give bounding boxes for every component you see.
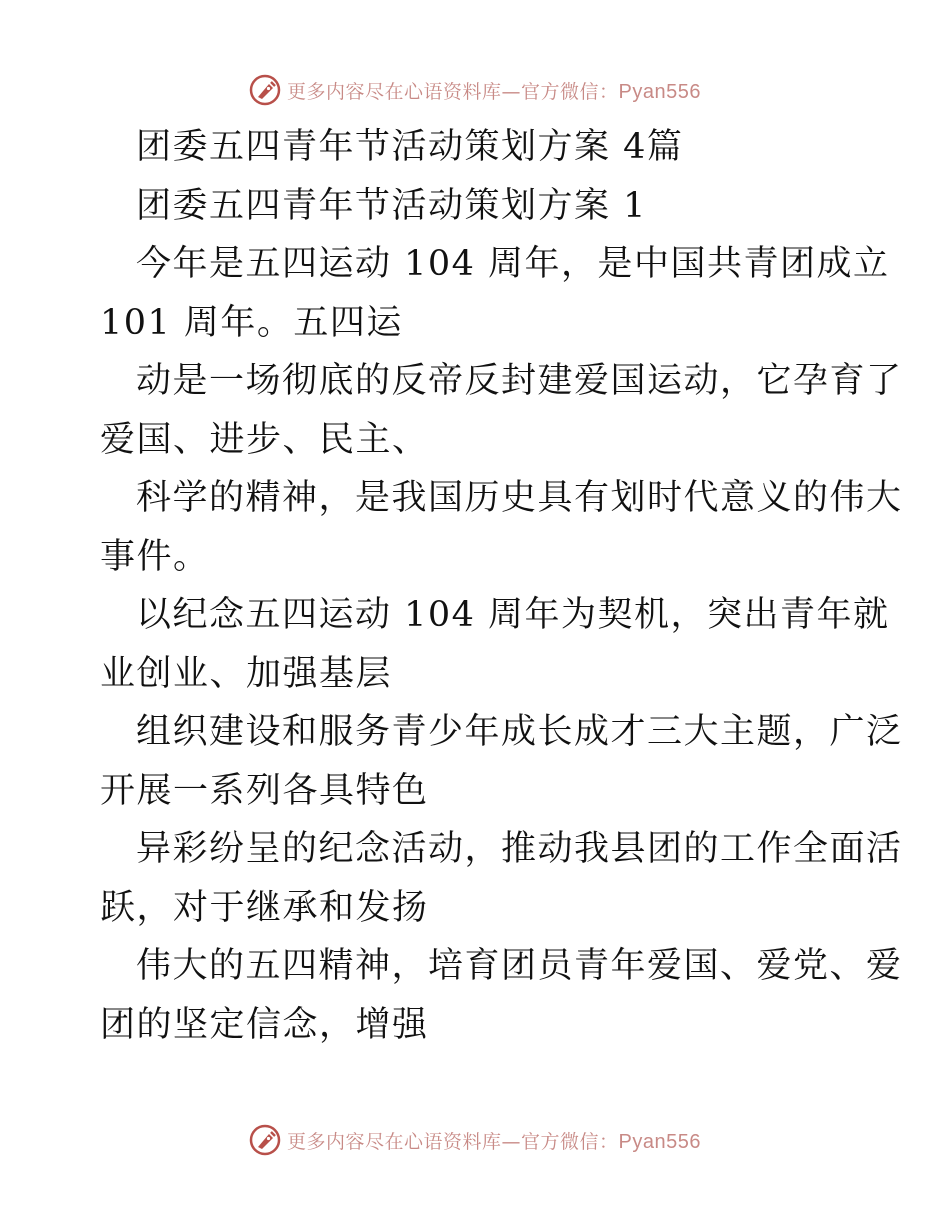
paragraph-line: 跃，对于继承和发扬 [100,887,429,928]
watermark-label: 更多内容尽在心语资料库—官方微信：Pyan556 [287,1130,701,1153]
paragraph-line: 业创业、加强基层 [100,653,393,694]
paragraph-line: 以纪念五四运动 104 周年为契机，突出青年就 [136,595,890,635]
watermark-label: 更多内容尽在心语资料库—官方微信：Pyan556 [287,80,701,103]
paragraph-line: 开展一系列各具特色 [100,770,429,811]
paragraph-line: 事件。 [100,536,210,577]
pen-nib-logo-icon [249,74,281,106]
document-title: 团委五四青年节活动策划方案 4篇 [136,127,684,167]
paragraph-line: 伟大的五四精神，培育团员青年爱国、爱党、爱 [136,946,903,986]
paragraph-line: 爱国、进步、民主、 [100,419,429,460]
pen-nib-logo-icon [249,1124,281,1156]
paragraph-line: 异彩纷呈的纪念活动，推动我县团的工作全面活 [136,829,903,869]
paragraph-line: 今年是五四运动 104 周年，是中国共青团成立 [136,244,890,284]
paragraph-line: 101 周年。五四运 [100,302,403,343]
paragraph-line: 团的坚定信念，增强 [100,1004,429,1045]
footer-watermark [0,1120,950,1160]
paragraph-line: 科学的精神，是我国历史具有划时代意义的伟大 [136,478,903,518]
paragraph-line: 动是一场彻底的反帝反封建爱国运动，它孕育了 [136,361,903,401]
header-watermark [0,70,950,110]
section-heading: 团委五四青年节活动策划方案 1 [136,185,647,226]
document-body [100,118,903,1054]
paragraph-line: 组织建设和服务青少年成长成才三大主题，广泛 [136,712,903,752]
